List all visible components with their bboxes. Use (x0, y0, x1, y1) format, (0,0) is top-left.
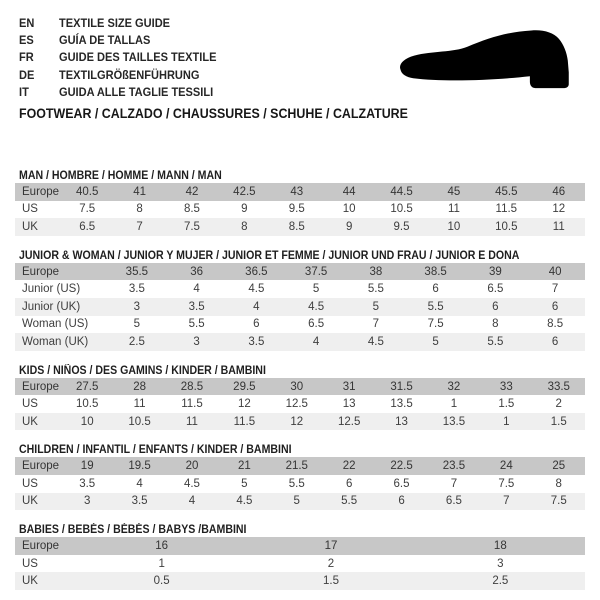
size-cell: 33 (480, 378, 532, 396)
row-label: US (22, 557, 38, 570)
size-cell: 46 (533, 183, 585, 201)
size-cell: 3.5 (128, 283, 145, 296)
size-cell: 7.5 (166, 218, 218, 236)
table-row (15, 183, 585, 201)
size-cell: 6 (525, 333, 585, 351)
size-cell: 28.5 (166, 378, 218, 396)
table-row (15, 457, 585, 475)
size-cell: 11.5 (495, 203, 518, 216)
table-row (15, 537, 585, 555)
size-cell: 10 (428, 218, 480, 236)
size-cell: 6 (375, 493, 427, 511)
table-row (15, 201, 585, 219)
size-cell: 13 (375, 413, 427, 431)
size-cell: 38.5 (406, 263, 466, 281)
size-cell: 42.5 (218, 183, 270, 201)
size-cell: 13.5 (428, 413, 480, 431)
junior-woman-size-table (15, 263, 585, 351)
size-cell: 10 (342, 203, 356, 216)
size-cell: 2 (327, 557, 335, 570)
size-cell: 8.5 (183, 203, 200, 216)
language-code: EN (19, 15, 35, 30)
size-cell: 5 (271, 493, 323, 511)
size-cell: 37.5 (286, 263, 346, 281)
size-cell: 11 (166, 413, 218, 431)
table-row (15, 555, 585, 573)
size-cell: 21.5 (271, 457, 323, 475)
language-code: FR (19, 50, 34, 65)
size-cell: 7 (480, 493, 532, 511)
size-cell: 5.5 (367, 283, 384, 296)
row-label: Europe (15, 537, 77, 555)
section-title: KIDS / NIÑOS / DES GAMINS / KINDER / BAMBINI (19, 364, 266, 377)
size-cell: 13.5 (390, 398, 413, 411)
size-cell: 24 (480, 457, 532, 475)
size-cell: 7.5 (498, 477, 515, 490)
table-row (15, 280, 585, 298)
kids-size-table (15, 378, 585, 431)
section-kids (15, 362, 585, 431)
size-cell: 9.5 (288, 203, 305, 216)
size-cell: 3.5 (227, 333, 287, 351)
size-cell: 18 (416, 537, 585, 555)
table-row (15, 378, 585, 396)
size-cell: 4.5 (248, 283, 265, 296)
size-cell: 6 (525, 298, 585, 316)
size-cell: 30 (271, 378, 323, 396)
size-cell: 3 (167, 333, 227, 351)
size-cell: 5.5 (323, 493, 375, 511)
row-label: Europe (15, 183, 61, 201)
size-cell: 7 (113, 218, 165, 236)
size-cell: 12 (237, 398, 251, 411)
table-row (15, 395, 585, 413)
size-cell: 32 (428, 378, 480, 396)
section-title: MAN / HOMBRE / HOMME / MANN / MAN (19, 169, 222, 182)
size-cell: 17 (246, 537, 415, 555)
size-cell: 42 (166, 183, 218, 201)
size-cell: 12.5 (285, 398, 308, 411)
size-cell: 39 (466, 263, 526, 281)
size-cell: 6.5 (428, 493, 480, 511)
language-label: GUÍA DE TALLAS (59, 33, 151, 48)
size-cell: 5 (133, 318, 141, 331)
table-row (15, 298, 585, 316)
section-babies (15, 521, 585, 590)
language-code: DE (19, 67, 35, 82)
size-cell: 10.5 (76, 398, 99, 411)
size-cell: 4.5 (346, 333, 406, 351)
table-row (15, 333, 585, 351)
size-cell: 45 (428, 183, 480, 201)
size-cell: 7 (551, 283, 559, 296)
language-label: GUIDA ALLE TAGLIE TESSILI (59, 85, 214, 100)
row-label: UK (15, 493, 61, 511)
size-cell: 7 (450, 477, 458, 490)
size-cell: 1.5 (533, 413, 585, 431)
size-cell: 12 (271, 413, 323, 431)
table-row (15, 263, 585, 281)
size-cell: 23.5 (428, 457, 480, 475)
size-cell: 10.5 (390, 203, 413, 216)
size-cell: 4.5 (183, 477, 200, 490)
size-cell: 8.5 (271, 218, 323, 236)
size-cell: 10.5 (113, 413, 165, 431)
size-cell: 1 (480, 413, 532, 431)
size-cell: 1 (158, 557, 165, 570)
size-cell: 43 (271, 183, 323, 201)
size-cell: 44 (323, 183, 375, 201)
size-cell: 38 (346, 263, 406, 281)
section-man (15, 167, 585, 236)
size-cell: 4 (227, 298, 287, 316)
row-label: Woman (UK) (15, 333, 107, 351)
size-cell: 20 (166, 457, 218, 475)
language-label: TEXTILE SIZE GUIDE (59, 15, 171, 30)
size-cell: 44.5 (375, 183, 427, 201)
table-row (15, 316, 585, 334)
row-label: US (22, 477, 38, 490)
size-cell: 6.5 (61, 218, 113, 236)
row-label: Europe (15, 378, 61, 396)
size-cell: 31.5 (375, 378, 427, 396)
size-cell: 29.5 (218, 378, 270, 396)
size-cell: 40 (525, 263, 585, 281)
row-label: Europe (15, 457, 61, 475)
section-title: JUNIOR & WOMAN / JUNIOR Y MUJER / JUNIOR ET FEMME / JUNIOR UND FRAU / JUNIOR E DONA (19, 249, 520, 262)
table-row (15, 475, 585, 493)
size-cell: 31 (323, 378, 375, 396)
size-cell: 3 (497, 557, 504, 570)
category-heading: FOOTWEAR / CALZADO / CHAUSSURES / SCHUHE / CALZATURE (19, 105, 408, 121)
size-cell: 19.5 (113, 457, 165, 475)
size-cell: 4.5 (286, 298, 346, 316)
size-cell: 41 (113, 183, 165, 201)
size-cell: 9.5 (375, 218, 427, 236)
row-label: UK (15, 413, 61, 431)
size-cell: 11.5 (218, 413, 270, 431)
size-cell: 6 (432, 283, 439, 296)
size-cell: 8.5 (547, 318, 564, 331)
size-cell: 6 (253, 318, 260, 331)
size-cell: 3.5 (79, 477, 96, 490)
size-cell: 6.5 (487, 283, 504, 296)
size-cell: 5.5 (288, 477, 305, 490)
size-cell: 25 (533, 457, 585, 475)
size-cell: 6.5 (308, 318, 325, 331)
table-row (15, 413, 585, 431)
size-cell: 4 (166, 493, 218, 511)
size-cell: 10.5 (480, 218, 532, 236)
size-cell: 8 (492, 318, 499, 331)
size-cell: 2.5 (107, 333, 167, 351)
row-label: US (22, 203, 38, 216)
table-row (15, 493, 585, 511)
section-title: CHILDREN / INFANTIL / ENFANTS / KINDER / BAMBINI (19, 444, 292, 457)
size-cell: 8 (218, 218, 270, 236)
size-cell: 11.5 (181, 398, 203, 411)
size-cell: 21 (218, 457, 270, 475)
size-cell: 11 (133, 398, 146, 411)
row-label: Junior (UK) (15, 298, 107, 316)
size-cell: 11 (533, 218, 585, 236)
size-cell: 22.5 (375, 457, 427, 475)
size-cell: 9 (241, 203, 248, 216)
row-label: Junior (US) (22, 283, 81, 296)
size-cell: 3.5 (167, 298, 227, 316)
size-cell: 4 (136, 477, 143, 490)
row-label: US (22, 398, 38, 411)
size-cell: 27.5 (61, 378, 113, 396)
size-cell: 36.5 (227, 263, 287, 281)
size-cell: 1.5 (246, 572, 415, 590)
size-cell: 8 (136, 203, 143, 216)
row-label: UK (15, 572, 77, 590)
size-cell: 4 (286, 333, 346, 351)
size-cell: 0.5 (77, 572, 246, 590)
section-children (15, 441, 585, 510)
size-cell: 28 (113, 378, 165, 396)
size-cell: 35.5 (107, 263, 167, 281)
row-label: UK (15, 218, 61, 236)
language-label: GUIDE DES TAILLES TEXTILE (59, 50, 217, 65)
size-cell: 33.5 (533, 378, 585, 396)
size-cell: 3.5 (113, 493, 165, 511)
size-cell: 6 (345, 477, 353, 490)
size-cell: 7.5 (427, 318, 444, 331)
table-row (15, 218, 585, 236)
size-cell: 11 (447, 203, 460, 216)
size-cell: 8 (555, 477, 562, 490)
size-cell: 10 (61, 413, 113, 431)
size-cell: 5 (406, 333, 466, 351)
size-cell: 5 (241, 477, 248, 490)
size-cell: 12 (552, 203, 566, 216)
size-cell: 5.5 (466, 333, 526, 351)
man-size-table (15, 183, 585, 236)
size-cell: 13 (342, 398, 356, 411)
size-cell: 7.5 (533, 493, 585, 511)
size-cell: 5 (346, 298, 406, 316)
size-cell: 36 (167, 263, 227, 281)
size-cell: 7.5 (79, 203, 96, 216)
size-cell: 2.5 (416, 572, 585, 590)
size-cell: 1.5 (498, 398, 515, 411)
table-row (15, 572, 585, 590)
row-label: Europe (15, 263, 107, 281)
section-junior-woman (15, 247, 585, 351)
size-cell: 6 (466, 298, 526, 316)
size-cell: 7 (372, 318, 380, 331)
language-label: TEXTILGRÖßENFÜHRUNG (59, 67, 200, 82)
size-cell: 5 (312, 283, 320, 296)
shoe-icon (397, 29, 585, 92)
children-size-table (15, 457, 585, 510)
size-cell: 9 (323, 218, 375, 236)
size-cell: 3 (61, 493, 113, 511)
section-title: BABIES / BEBÉS / BÉBÉS / BABYS /BAMBINI (19, 524, 247, 537)
size-cell: 45.5 (480, 183, 532, 201)
size-cell: 4 (193, 283, 200, 296)
size-cell: 22 (323, 457, 375, 475)
size-cell: 16 (77, 537, 246, 555)
size-cell: 6.5 (393, 477, 410, 490)
size-cell: 5.5 (406, 298, 466, 316)
row-label: Woman (US) (22, 318, 89, 331)
size-cell: 19 (61, 457, 113, 475)
language-code: ES (19, 33, 34, 48)
size-cell: 1 (450, 398, 458, 411)
size-cell: 40.5 (61, 183, 113, 201)
size-cell: 2 (555, 398, 562, 411)
babies-size-table (15, 537, 585, 590)
language-code: IT (19, 85, 29, 100)
size-cell: 5.5 (188, 318, 205, 331)
size-cell: 4.5 (218, 493, 270, 511)
size-cell: 12.5 (323, 413, 375, 431)
size-cell: 3 (107, 298, 167, 316)
